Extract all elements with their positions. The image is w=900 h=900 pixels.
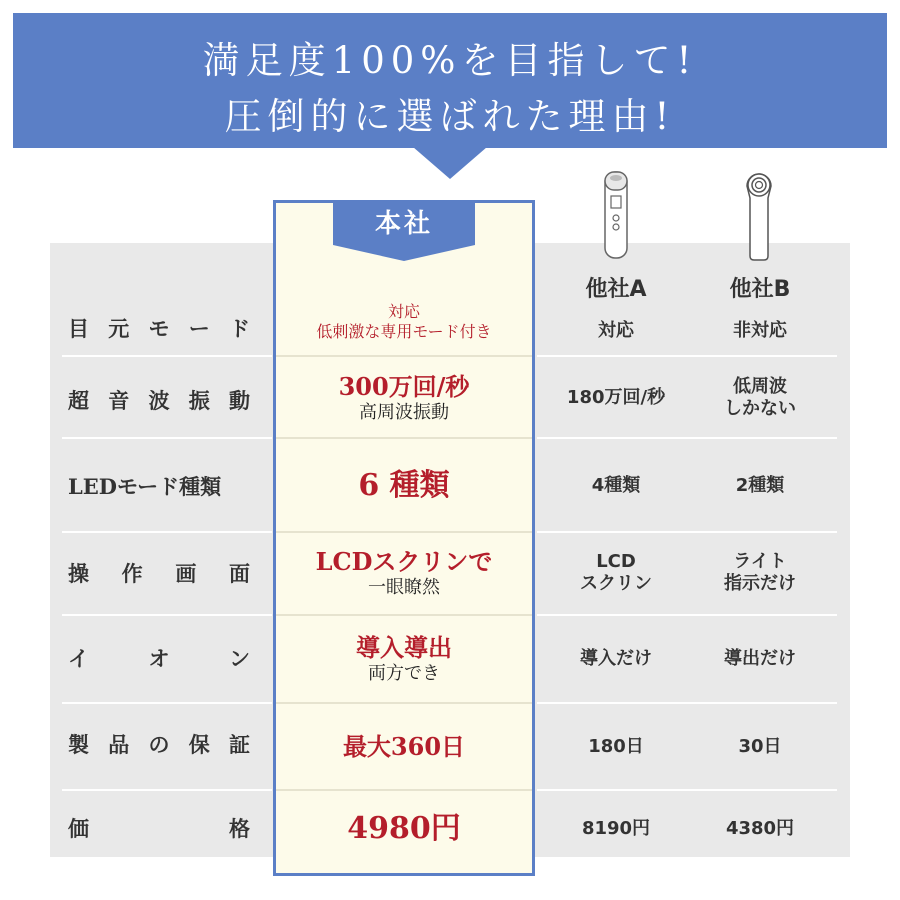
cell-text: LCDスクリンで (315, 546, 493, 576)
self-column-header: 本社 (333, 203, 475, 245)
row-label-char: ン (229, 646, 250, 671)
self-cell-ion (276, 620, 532, 698)
self-cell-ultrasonic (276, 360, 532, 436)
row-label-char: 保 (188, 732, 210, 757)
a-cell-warranty: 180日 (588, 735, 644, 757)
cell-text: スクリン (580, 573, 652, 594)
row-divider (276, 789, 532, 791)
self-column-pointer (333, 245, 475, 261)
row-label-char: オ (148, 646, 170, 671)
row-divider (276, 702, 532, 704)
self-cell-eye-mode (276, 290, 532, 354)
row-label-char: 証 (229, 732, 250, 757)
cell-text: 高周波振動 (359, 401, 449, 423)
cell-text: 低刺激な専用モード付き (316, 322, 492, 341)
row-divider (537, 789, 837, 791)
cell-text: しかない (724, 398, 796, 419)
row-divider (62, 531, 272, 533)
row-divider (62, 437, 272, 439)
self-cell-warranty (276, 708, 532, 786)
row-divider (276, 437, 532, 439)
row-label-char: ド (229, 316, 250, 341)
row-label-eye-mode (68, 300, 250, 356)
cell-text: 4980円 (347, 811, 461, 847)
cell-text: LCD (596, 550, 636, 572)
b-cell-ion: 導出だけ (724, 647, 796, 669)
cell-text: 低周波 (733, 375, 787, 397)
b-cell-ultrasonic (690, 360, 830, 436)
row-label-char: 目 (68, 316, 89, 341)
row-divider (537, 531, 837, 533)
row-label-char: 作 (121, 561, 143, 586)
row-label-char: 音 (108, 388, 130, 413)
row-label-screen (68, 545, 250, 601)
row-divider (276, 355, 532, 357)
a-cell-screen (548, 535, 684, 611)
self-cell-price (276, 794, 532, 864)
row-divider (62, 614, 272, 616)
device-b-icon (741, 170, 777, 264)
a-cell-price: 8190円 (581, 817, 651, 839)
row-divider (537, 355, 837, 357)
row-label-char: モ (148, 316, 170, 341)
b-cell-price: 4380円 (725, 817, 795, 839)
cell-text: 両方でき (368, 662, 440, 684)
row-label-char: イ (68, 646, 89, 671)
cell-text: 対応 (387, 302, 420, 321)
cell-text: 最大360日 (342, 732, 466, 761)
row-divider (276, 531, 532, 533)
row-divider (276, 614, 532, 616)
b-cell-eye-mode: 非対応 (733, 319, 787, 341)
row-label-char: 元 (108, 316, 130, 341)
row-label-char: 超 (68, 388, 89, 413)
banner-title-line1: 満足度100%を目指して! (202, 39, 698, 82)
a-cell-ion: 導入だけ (580, 647, 652, 669)
cell-text: 300万回/秒 (338, 371, 470, 401)
a-cell-led: 4種類 (591, 474, 641, 496)
row-divider (537, 437, 837, 439)
row-label-warranty (68, 716, 250, 772)
self-cell-screen (276, 535, 532, 611)
row-label-ultrasonic (68, 372, 250, 428)
self-cell-led (276, 446, 532, 526)
row-label-char: 振 (188, 388, 210, 413)
b-cell-screen (690, 535, 830, 611)
device-a-icon (598, 170, 634, 264)
banner-title-line2: 圧倒的に選ばれた理由! (224, 95, 676, 138)
row-label-char: 格 (229, 816, 250, 841)
cell-text: ライト (733, 550, 787, 572)
row-label-char: の (148, 732, 170, 757)
row-label-char: 製 (68, 732, 89, 757)
column-header-b: 他社B (729, 277, 791, 302)
banner-pointer (413, 147, 487, 179)
a-cell-eye-mode: 対応 (598, 319, 634, 341)
cell-text: 導入導出 (356, 632, 452, 662)
row-label-price (68, 800, 250, 856)
cell-text: 6 種類 (358, 468, 450, 504)
row-label-char: 動 (229, 388, 250, 413)
row-label-char: ー (188, 316, 210, 341)
row-divider (62, 789, 272, 791)
b-cell-warranty: 30日 (738, 735, 782, 757)
row-label-char: 画 (175, 561, 197, 586)
row-label-char: 価 (68, 816, 89, 841)
row-label-char: 品 (108, 732, 130, 757)
row-label-ion (68, 630, 250, 686)
row-divider (537, 614, 837, 616)
row-label-char: 面 (228, 561, 250, 586)
row-label-char: 操 (68, 561, 89, 586)
row-label-char: 波 (148, 388, 170, 413)
column-header-a: 他社A (585, 277, 647, 302)
row-divider (537, 702, 837, 704)
cell-text: 一眼瞭然 (368, 576, 440, 598)
row-divider (62, 702, 272, 704)
row-label-led: LEDモード種類 (68, 474, 222, 499)
cell-text: 指示だけ (724, 573, 796, 594)
b-cell-led: 2種類 (735, 474, 785, 496)
a-cell-ultrasonic: 180万回/秒 (566, 386, 666, 408)
